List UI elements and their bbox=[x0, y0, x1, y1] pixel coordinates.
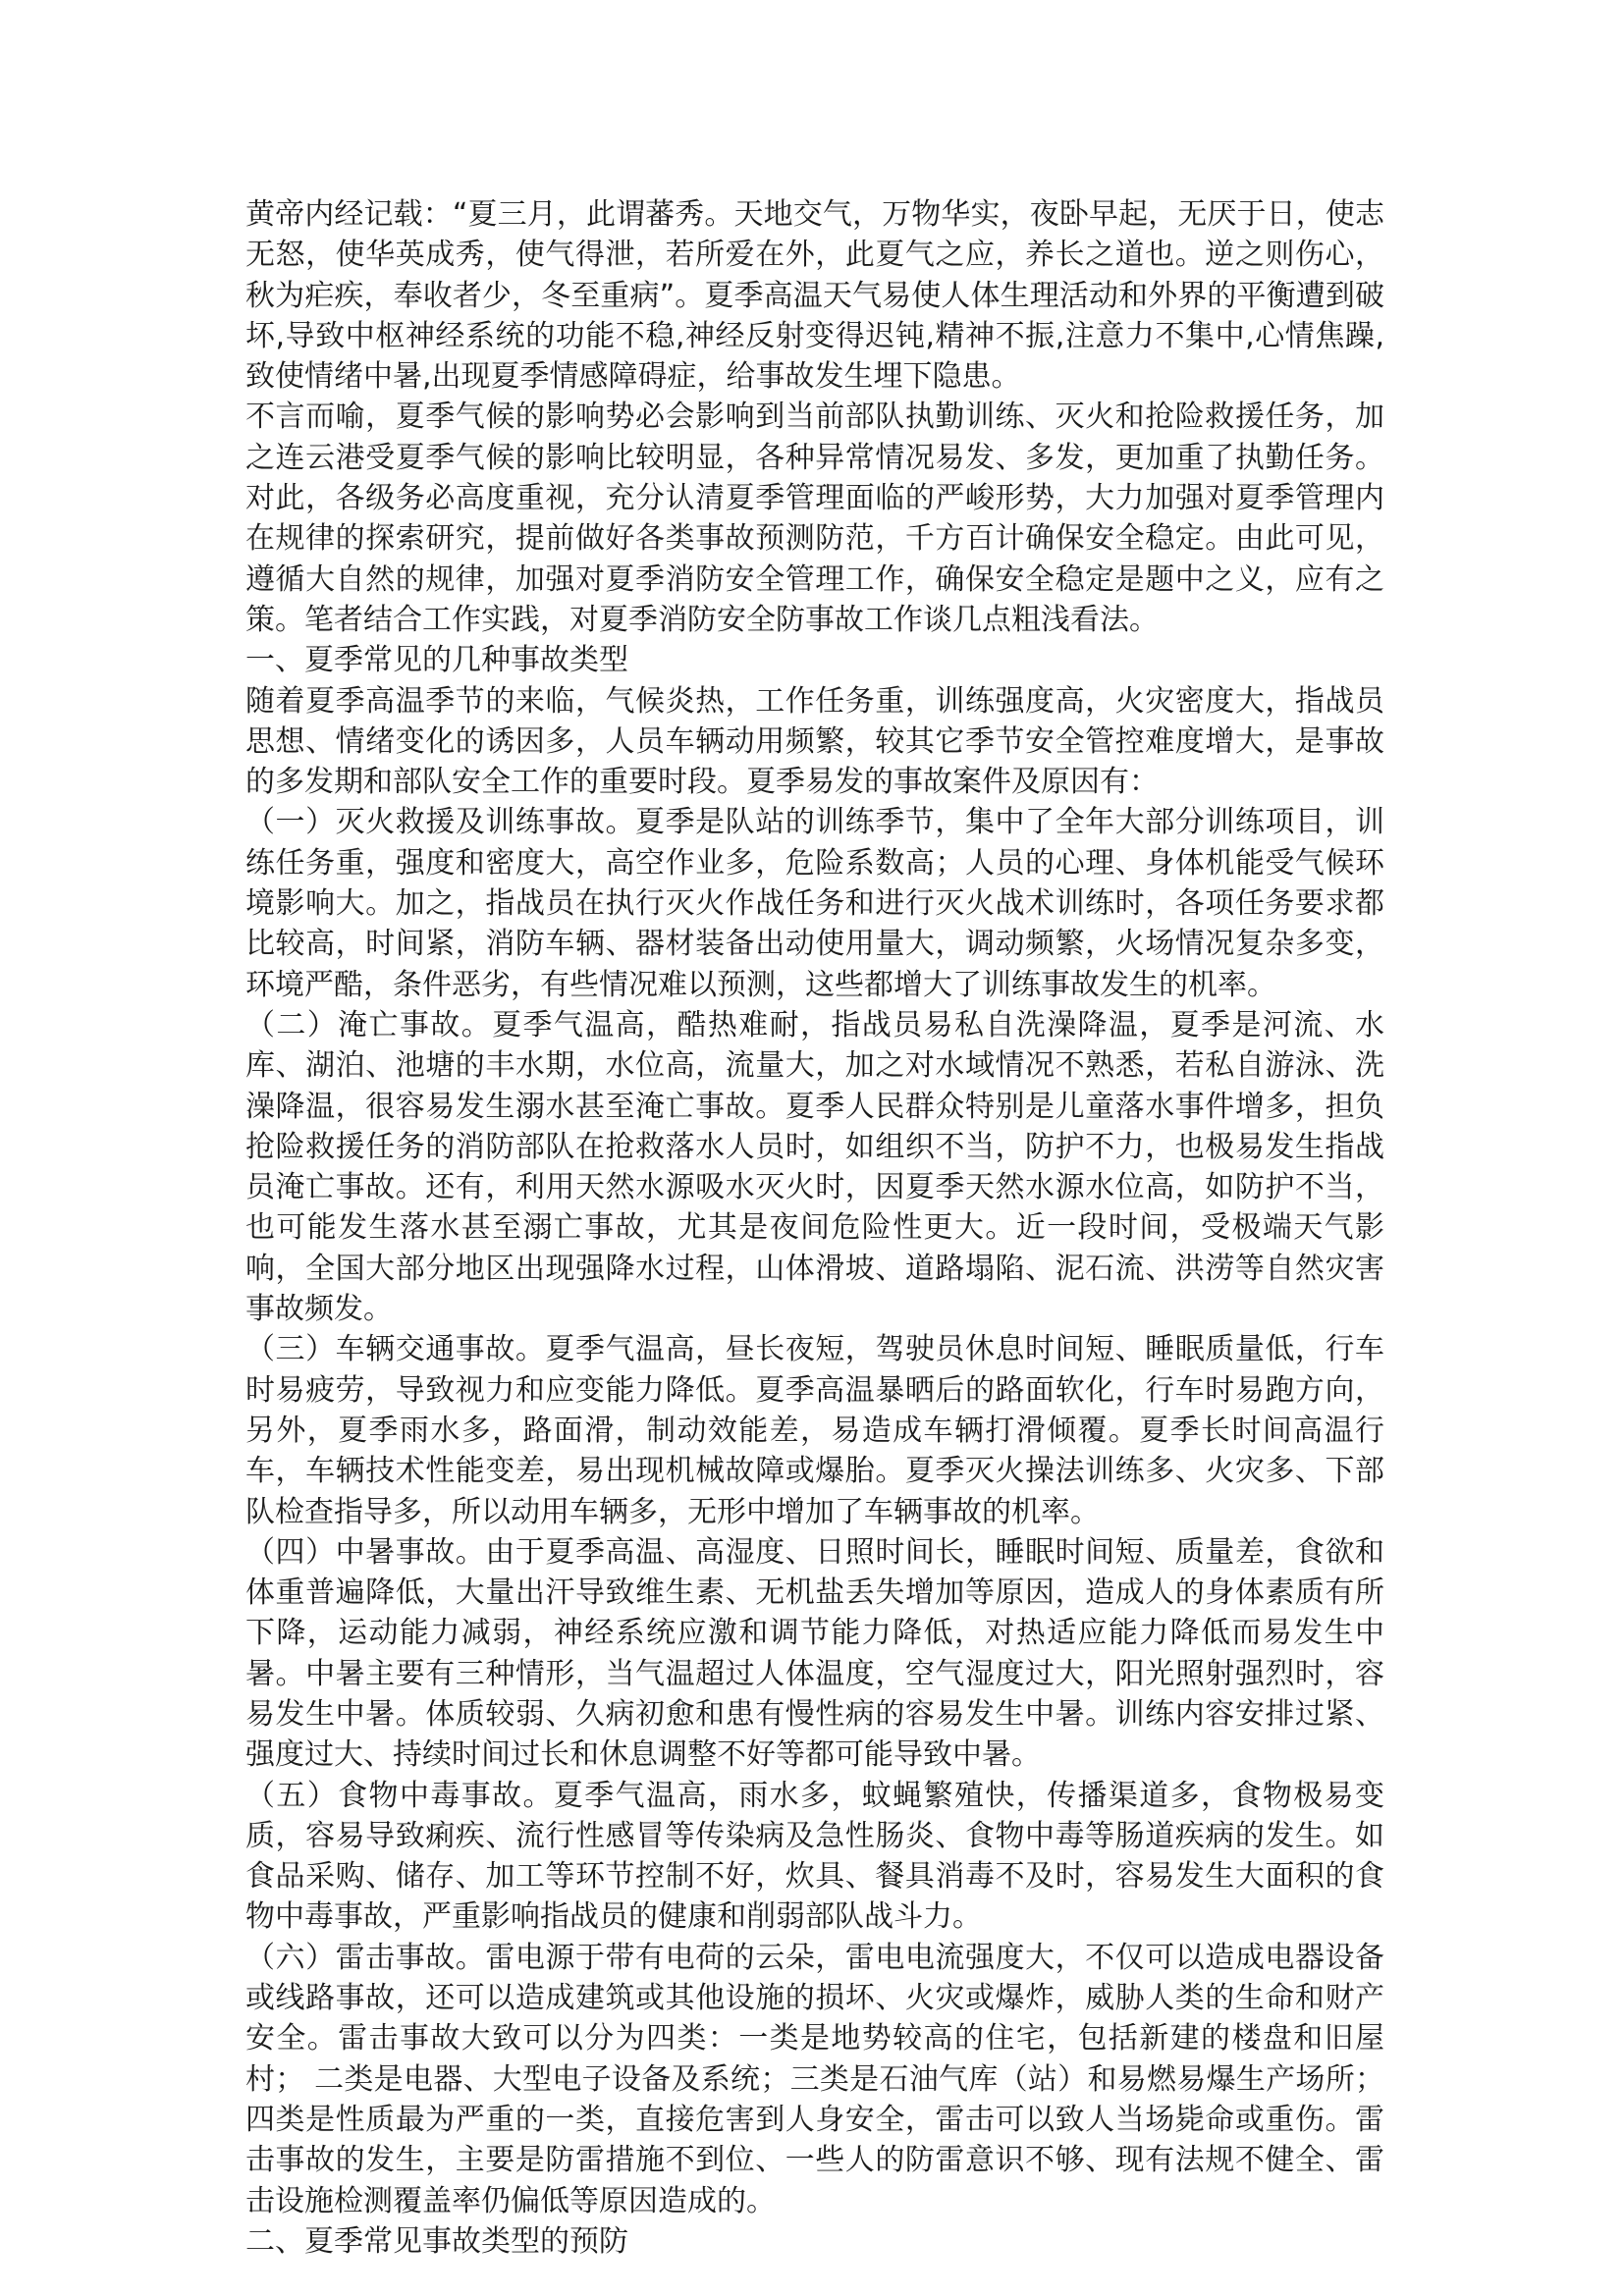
paragraph-intro-neijing: 黄帝内经记载：“夏三月，此谓蕃秀。天地交气，万物华实，夜卧早起，无厌于日，使志无怒，使华英成秀，使气得泄，若所爱在外，此夏气之应，养长之道也。逆之则伤心，秋为疟疾，奉收者少，冬至重病”。夏季高温天气易使人体生理活动和外界的平衡遭到破坏,导致中枢神经系统的功能不稳,神经反射变得迟钝,精神不振,注意力不集中,心情焦躁,致使情绪中暑,出现夏季情感障碍症，给事故发生埋下隐患。 bbox=[245, 197, 1384, 395]
paragraph-drowning-accident: （二）淹亡事故。夏季气温高，酷热难耐，指战员易私自洗澡降温，夏季是河流、水库、湖泊、池塘的丰水期，水位高，流量大，加之对水域情况不熟悉，若私自游泳、洗澡降温，很容易发生溺水甚至淹亡事故。夏季人民群众特别是儿童落水事件增多，担负抢险救援任务的消防部队在抢救落水人员时，如组织不当，防护不力，也极易发生指战员淹亡事故。还有，利用天然水源吸水灭火时，因夏季天然水源水位高，如防护不当，也可能发生落水甚至溺亡事故，尤其是夜间危险性更大。近一段时间，受极端天气影响，全国大部分地区出现强降水过程，山体滑坡、道路塌陷、泥石流、洪涝等自然灾害事故频发。 bbox=[245, 1007, 1384, 1327]
document-body bbox=[245, 194, 1384, 2262]
paragraph-traffic-accident: （三）车辆交通事故。夏季气温高，昼长夜短，驾驶员休息时间短、睡眠质量低，行车时易疲劳，导致视力和应变能力降低。夏季高温暴晒后的路面软化，行车时易跑方向，另外，夏季雨水多，路面滑，制动效能差，易造成车辆打滑倾覆。夏季长时间高温行车，车辆技术性能变差，易出现机械故障或爆胎。夏季灭火操法训练多、火灾多、下部队检查指导多，所以动用车辆多，无形中增加了车辆事故的机率。 bbox=[245, 1332, 1384, 1529]
paragraph-training-accident: （一）灭火救援及训练事故。夏季是队站的训练季节，集中了全年大部分训练项目，训练任务重，强度和密度大，高空作业多，危险系数高；人员的心理、身体机能受气候环境影响大。加之，指战员在执行灭火作战任务和进行灭火战术训练时，各项任务要求都比较高，时间紧，消防车辆、器材装备出动使用量大，调动频繁，火场情况复杂多变，环境严酷，条件恶劣，有些情况难以预测，这些都增大了训练事故发生的机率。 bbox=[245, 805, 1384, 1002]
section-heading-prevention: 二、夏季常见事故类型的预防 bbox=[245, 2223, 628, 2259]
paragraph-lightning-accident: （六）雷击事故。雷电源于带有电荷的云朵，雷电电流强度大，不仅可以造成电器设备或线路事故，还可以造成建筑或其他设施的损坏、火灾或爆炸，威胁人类的生命和财产安全。雷击事故大致可以分为四类：一类是地势较高的住宅，包括新建的楼盘和旧屋村； 二类是电器、大型电子设备及系统；三类是石油气库（站）和易燃易爆生产场所；四类是性质最为严重的一类，直接危害到人身安全，雷击可以致人当场毙命或重伤。雷击事故的发生，主要是防雷措施不到位、一些人的防雷意识不够、现有法规不健全、雷击设施检测覆盖率仍偏低等原因造成的。 bbox=[245, 1940, 1384, 2218]
paragraph-accident-overview: 随着夏季高温季节的来临，气候炎热，工作任务重，训练强度高，火灾密度大，指战员思想、情绪变化的诱因多，人员车辆动用频繁，较其它季节安全管控难度增大，是事故的多发期和部队安全工作的重要时段。夏季易发的事故案件及原因有： bbox=[245, 683, 1384, 800]
section-heading-accident-types: 一、夏季常见的几种事故类型 bbox=[245, 643, 628, 678]
paragraph-heatstroke-accident: （四）中暑事故。由于夏季高温、高湿度、日照时间长，睡眠时间短、质量差，食欲和体重普遍降低，大量出汗导致维生素、无机盐丢失增加等原因，造成人的身体素质有所下降，运动能力减弱，神经系统应激和调节能力降低，对热适应能力降低而易发生中暑。中暑主要有三种情形，当气温超过人体温度，空气湿度过大，阳光照射强烈时，容易发生中暑。体质较弱、久病初愈和患有慢性病的容易发生中暑。训练内容安排过紧、强度过大、持续时间过长和休息调整不好等都可能导致中暑。 bbox=[245, 1534, 1384, 1773]
paragraph-summer-impact: 不言而喻，夏季气候的影响势必会影响到当前部队执勤训练、灭火和抢险救援任务，加之连云港受夏季气候的影响比较明显，各种异常情况易发、多发，更加重了执勤任务。对此，各级务必高度重视，充分认清夏季管理面临的严峻形势，大力加强对夏季管理内在规律的探索研究，提前做好各类事故预测防范，千方百计确保安全稳定。由此可见，遵循大自然的规律，加强对夏季消防安全管理工作，确保安全稳定是题中之义，应有之策。笔者结合工作实践，对夏季消防安全防事故工作谈几点粗浅看法。 bbox=[245, 400, 1384, 637]
paragraph-food-poisoning-accident: （五）食物中毒事故。夏季气温高，雨水多，蚊蝇繁殖快，传播渠道多，食物极易变质，容易导致痢疾、流行性感冒等传染病及急性肠炎、食物中毒等肠道疾病的发生。如食品采购、储存、加工等环节控制不好，炊具、餐具消毒不及时，容易发生大面积的食物中毒事故，严重影响指战员的健康和削弱部队战斗力。 bbox=[245, 1778, 1384, 1935]
